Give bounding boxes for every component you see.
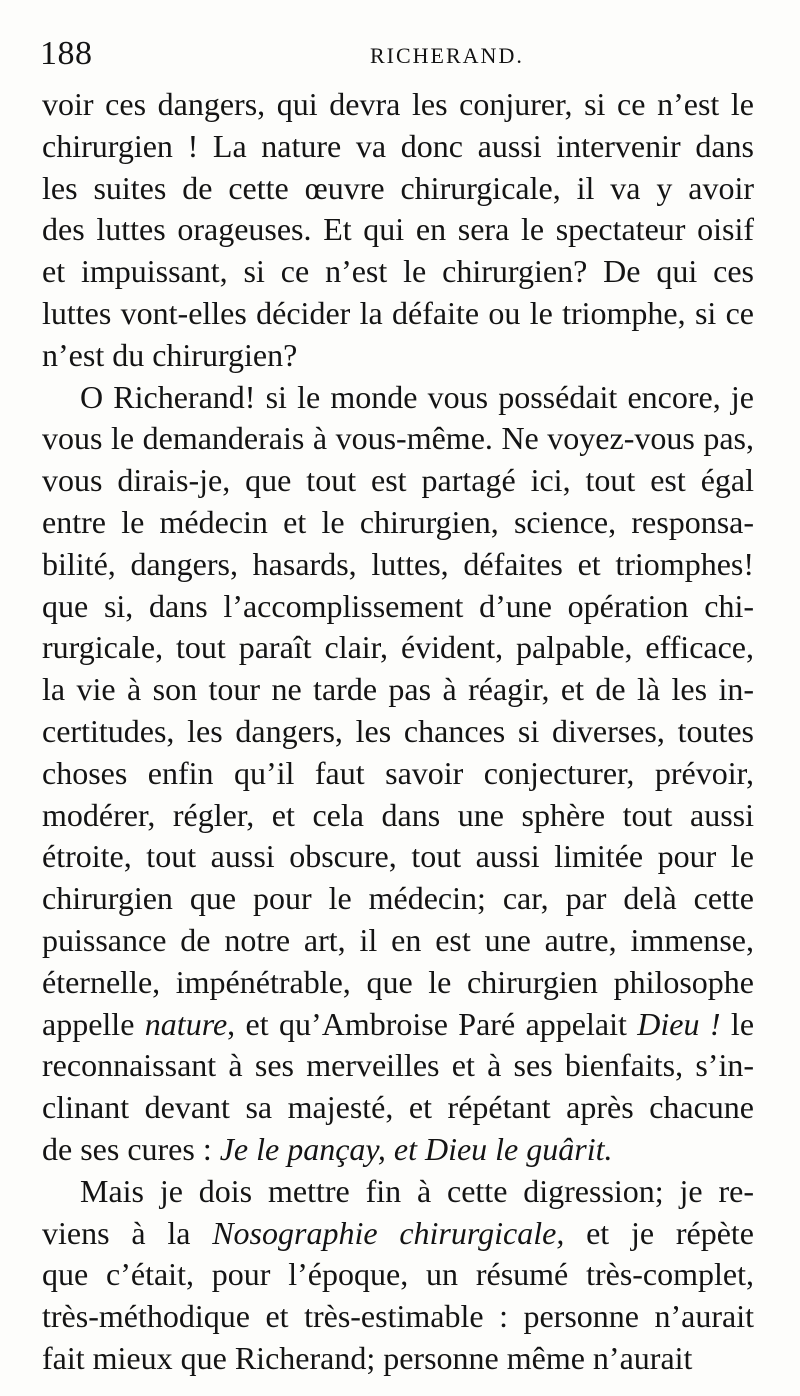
text-line	[42, 293, 754, 335]
text-line	[42, 586, 754, 628]
text-line	[42, 669, 754, 711]
text-line	[42, 1254, 754, 1296]
text-line	[42, 1129, 754, 1171]
text-run: voir ces dangers, qui devra les conjurer, si ce n’est le	[42, 86, 754, 122]
text-run: bilité, dangers, hasards, luttes, défaites et triomphes!	[42, 545, 754, 582]
text-line	[42, 502, 754, 544]
text-run: et je répète	[564, 1214, 754, 1251]
text-line	[42, 418, 754, 460]
text-run: éternelle, impénétrable, que le chirurgien philosophe	[42, 963, 754, 1000]
running-title: RICHERAND.	[370, 43, 524, 68]
body-text	[42, 84, 754, 1380]
text-run: étroite, tout aussi obscure, tout aussi limitée pour le	[42, 838, 754, 875]
text-line	[42, 962, 754, 1004]
text-run: chirurgien ! La nature va donc aussi intervenir dans	[42, 127, 754, 164]
text-run: vous dirais-je, que tout est partagé ici, tout est égal	[42, 462, 754, 499]
text-line	[42, 627, 754, 669]
text-run: chirurgien que pour le médecin; car, par delà cette	[42, 880, 754, 917]
running-head	[40, 34, 760, 84]
text-line	[42, 753, 754, 795]
text-line	[42, 1045, 754, 1087]
text-run: entre le médecin et le chirurgien, science, responsa-	[42, 503, 754, 540]
text-line	[42, 335, 754, 377]
italic-text: Nosographie chirurgicale,	[212, 1214, 565, 1251]
text-line	[42, 460, 754, 502]
text-run: Mais je dois mettre fin à cette digression; je re-	[80, 1172, 754, 1209]
text-line	[42, 251, 754, 293]
text-line	[42, 920, 754, 962]
text-run: les suites de cette œuvre chirurgicale, il va y avoir	[42, 169, 754, 206]
text-run: fait mieux que Richerand; personne même n’aurait	[42, 1339, 693, 1376]
text-line	[42, 711, 754, 753]
italic-text: Je le pançay, et Dieu le guârit.	[219, 1130, 613, 1167]
text-run: rurgicale, tout paraît clair, évident, palpable, efficace,	[42, 629, 754, 666]
text-line	[42, 84, 754, 126]
text-line	[42, 1213, 754, 1255]
text-line	[42, 1296, 754, 1338]
text-run: des luttes orageuses. Et qui en sera le spectateur oisif	[42, 211, 754, 248]
text-run: reconnaissant à ses merveilles et à ses bienfaits, s’in-	[42, 1047, 754, 1084]
italic-text: nature	[144, 1005, 228, 1042]
text-run: que si, dans l’accomplissement d’une opération chi-	[42, 587, 754, 624]
text-line	[42, 168, 754, 210]
text-run: que c’était, pour l’époque, un résumé très-complet,	[42, 1256, 754, 1293]
text-run: de ses cures :	[42, 1130, 220, 1167]
text-line	[42, 836, 754, 878]
text-run: la vie à son tour ne tarde pas à réagir, et de là les in-	[42, 671, 754, 708]
text-run: très-méthodique et très-estimable : personne n’aurait	[42, 1298, 754, 1335]
text-run: luttes vont-elles décider la défaite ou le triomphe, si ce	[42, 294, 754, 331]
text-run: certitudes, les dangers, les chances si diverses, toutes	[42, 712, 754, 749]
text-line	[42, 878, 754, 920]
text-run: , et qu’Ambroise Paré appelait	[227, 1005, 638, 1042]
text-line	[42, 1087, 754, 1129]
text-run: viens à la	[42, 1214, 213, 1251]
text-run: O Richerand! si le monde vous possédait encore, je	[80, 378, 754, 415]
text-run: appelle	[42, 1005, 145, 1042]
text-line	[42, 544, 754, 586]
text-line	[42, 1004, 754, 1046]
text-run: puissance de notre art, il en est une autre, immense,	[42, 921, 754, 958]
text-line	[42, 377, 754, 419]
page-number: 188	[40, 35, 93, 72]
text-run: clinant devant sa majesté, et répétant après chacune	[42, 1089, 754, 1126]
text-run: choses enfin qu’il faut savoir conjecturer, prévoir,	[42, 754, 754, 791]
italic-text: Dieu !	[637, 1005, 721, 1042]
text-line	[42, 795, 754, 837]
text-line	[42, 1338, 754, 1380]
text-line	[42, 126, 754, 168]
text-run: et impuissant, si ce n’est le chirurgien? De qui ces	[42, 253, 754, 290]
text-run: modérer, régler, et cela dans une sphère tout aussi	[42, 796, 754, 833]
text-line	[42, 209, 754, 251]
text-line	[42, 1171, 754, 1213]
text-run: n’est du chirurgien?	[42, 336, 298, 373]
text-run: vous le demanderais à vous-même. Ne voyez-vous pas,	[42, 420, 754, 457]
text-run: le	[720, 1005, 754, 1042]
